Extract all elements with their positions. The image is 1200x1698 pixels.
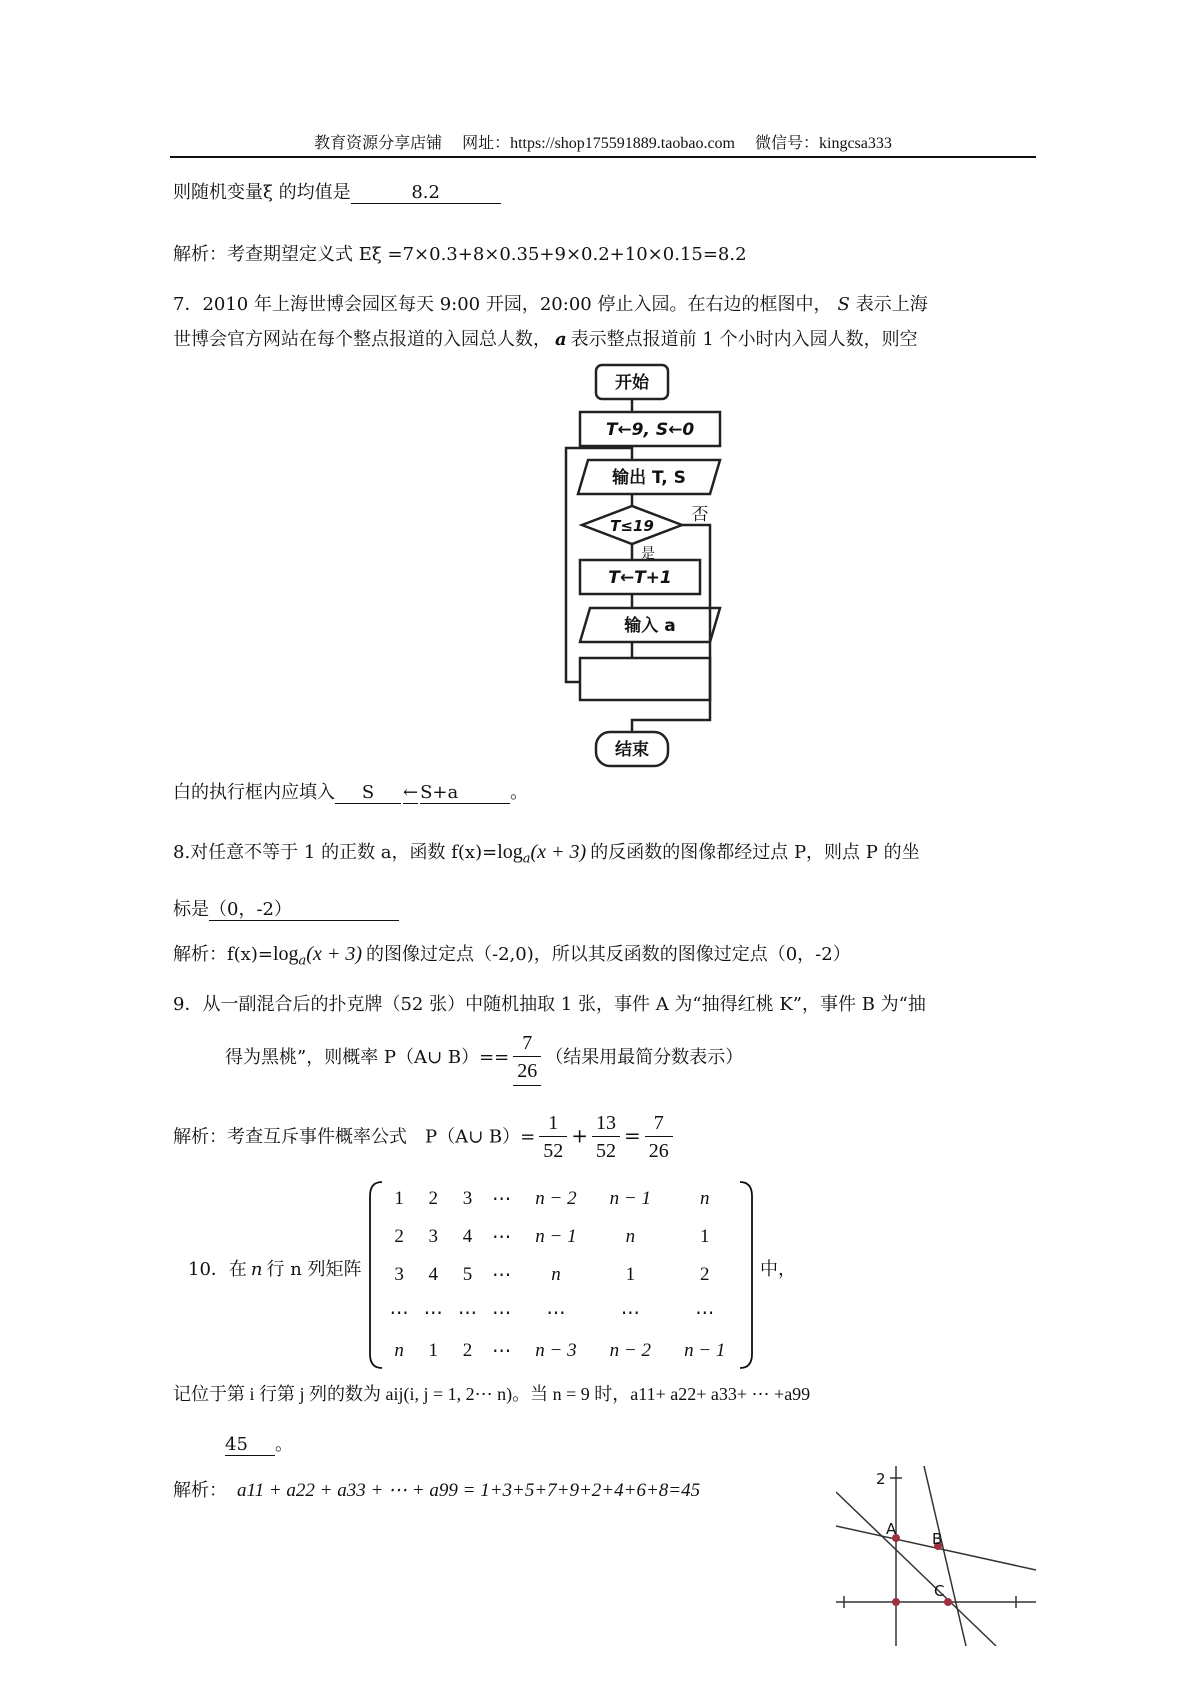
q8-analysis: 解析：$f(x)=\log_a(x + 3)$ 的图像过定点（-2,0)，所以其反函数的图像过定点（0，-2） (173, 943, 851, 969)
q7-line2: 世博会官方网站在每个整点报道的入园总人数， a 表示整点报道前 1 个小时内入园人数，则空 (173, 329, 918, 350)
matrix-cell: ⋯ (492, 1226, 512, 1248)
graph-point-c (944, 1598, 952, 1606)
q10-answer: 45 (225, 1435, 275, 1456)
q10-matrix (368, 1178, 754, 1372)
q7-line1: 7．2010 年上海世博会园区每天 9:00 开园，20:00 停止入园。在右边的框图中， S 表示上海 (173, 294, 928, 315)
q9-line1: 9．从一副混合后的扑克牌（52 张）中随机抽取 1 张，事件 A 为“抽得红桃 K”，事件 B 为“抽 (173, 994, 926, 1015)
matrix-cell: 2 (700, 1264, 710, 1285)
matrix-row (382, 1256, 742, 1294)
matrix-cell: n (551, 1264, 561, 1285)
flow-yes-label: 是 (641, 546, 655, 562)
matrix-cell: ⋯ (695, 1302, 715, 1324)
q9-analysis: 解析：考查互斥事件概率公式 P（A∪ B）= $\frac{1}{52}$ + $\frac{13}{52}$ = $\frac{7}{26}$ (173, 1110, 677, 1165)
matrix-cell: 2 (428, 1188, 439, 1209)
matrix-cell: 2 (394, 1226, 404, 1247)
q7-answer-rest: S+a (420, 783, 510, 804)
matrix-table (382, 1180, 742, 1370)
line-graph-figure (836, 1466, 1036, 1646)
header-rule (170, 156, 1036, 158)
flow-start-text: 开始 (615, 373, 649, 393)
matrix-cell: ⋯ (492, 1188, 512, 1210)
matrix-cell: 3 (462, 1188, 473, 1209)
graph-line-3 (836, 1492, 996, 1646)
graph-label-c: C (934, 1582, 945, 1600)
matrix-cell: n − 3 (535, 1340, 577, 1361)
matrix-cell: n (625, 1226, 636, 1247)
header-wechat: 微信号：kingcsa333 (755, 135, 892, 152)
matrix-cell: 1 (700, 1226, 710, 1247)
matrix-cell: n − 2 (609, 1340, 651, 1361)
flow-cond-text: T≤19 (610, 517, 654, 535)
matrix-cell: n − 1 (535, 1226, 577, 1247)
matrix-row (382, 1218, 742, 1256)
q10-line2: 记位于第 i 行第 j 列的数为 aij(i, j = 1, 2⋯ n)。当 n = 9 时，a11+ a22+ a33+ ⋯ +a99 (173, 1384, 811, 1404)
page-header (170, 130, 1036, 153)
q6-answer: 8.2 (351, 183, 501, 204)
q8-answer: （0，-2） (209, 900, 399, 921)
matrix-cell: 5 (462, 1264, 473, 1285)
matrix-cell: n − 1 (684, 1340, 726, 1361)
matrix-cell: n − 2 (535, 1188, 577, 1209)
matrix-cell: 4 (462, 1226, 473, 1247)
q8-line1: 8.对任意不等于 1 的正数 a，函数 $f(x)=\log_a(x + 3)$ 的反函数的图像都经过点 P，则点 P 的坐 (173, 841, 920, 867)
flow-empty-box (580, 658, 710, 700)
matrix-cell: ⋯ (492, 1302, 512, 1324)
matrix-cell: ⋯ (389, 1302, 409, 1324)
q6-analysis: 解析：考查期望定义式 Eξ =7×0.3+8×0.35+9×0.2+10×0.15=8.2 (173, 244, 747, 265)
matrix-row (382, 1332, 742, 1370)
matrix-cell: ⋯ (546, 1302, 566, 1324)
q10-analysis: 解析： a11 + a22 + a33 + ⋯ + a99 = 1+3+5+7+9+2+4+6+8=45 (173, 1480, 701, 1501)
q7-answer-s: S (335, 783, 401, 804)
graph-line-2 (924, 1466, 966, 1646)
matrix-cell: ⋯ (457, 1302, 477, 1324)
matrix-cell: ⋯ (492, 1264, 512, 1286)
flow-input-text: 输入 a (624, 616, 676, 636)
matrix-cell: ⋯ (620, 1302, 640, 1324)
flow-output-text: 输出 T, S (612, 468, 686, 488)
matrix-cell: 1 (428, 1340, 439, 1361)
q9-line2: 得为黑桃”，则概率 P（A∪ B）== $\frac{7}{26}$ （结果用最简分数表示） (225, 1030, 743, 1086)
q8-line2: 标是（0，-2） (173, 895, 399, 921)
header-shop: 教育资源分享店铺 (314, 135, 443, 152)
q10-answer-line: 45 。 (225, 1434, 293, 1455)
matrix-cell: 2 (462, 1340, 473, 1361)
flow-inc-text: T←T+1 (608, 568, 672, 588)
flow-no-label: 否 (691, 505, 709, 525)
graph-point-origin (892, 1598, 900, 1606)
matrix-cell: 3 (394, 1264, 404, 1285)
q7-flowchart (560, 360, 740, 800)
matrix-cell: 4 (428, 1264, 439, 1285)
matrix-cell: 3 (428, 1226, 439, 1247)
q10-suffix: 中， (760, 1259, 796, 1280)
matrix-cell: 1 (625, 1264, 636, 1285)
q10-prefix: 10．在 n 行 n 列矩阵 (188, 1259, 362, 1280)
q7-answer-arrow: ← (403, 782, 419, 803)
matrix-row (382, 1294, 742, 1332)
flow-init-text: T←9, S←0 (605, 420, 695, 440)
matrix-cell: n (700, 1188, 710, 1209)
matrix-cell: n − 1 (609, 1188, 651, 1209)
header-url: 网址：https://shop175591889.taobao.com (462, 135, 735, 152)
matrix-row (382, 1180, 742, 1218)
matrix-cell: n (394, 1340, 404, 1361)
q9-answer-fraction: $\frac{7}{26}$ (513, 1030, 541, 1086)
matrix-cell: ⋯ (423, 1302, 443, 1324)
flow-end-text: 结束 (615, 740, 649, 760)
q6-line: 则随机变量ξ 的均值是 8.2 (173, 178, 501, 204)
graph-label-a: A (886, 1520, 897, 1538)
graph-label-b: B (932, 1530, 943, 1548)
graph-tick-2: 2 (876, 1470, 886, 1488)
matrix-cell: 1 (394, 1188, 404, 1209)
matrix-cell: ⋯ (492, 1340, 512, 1362)
q7-line3: 白的执行框内应填入 S ← S+a 。 (173, 782, 529, 803)
